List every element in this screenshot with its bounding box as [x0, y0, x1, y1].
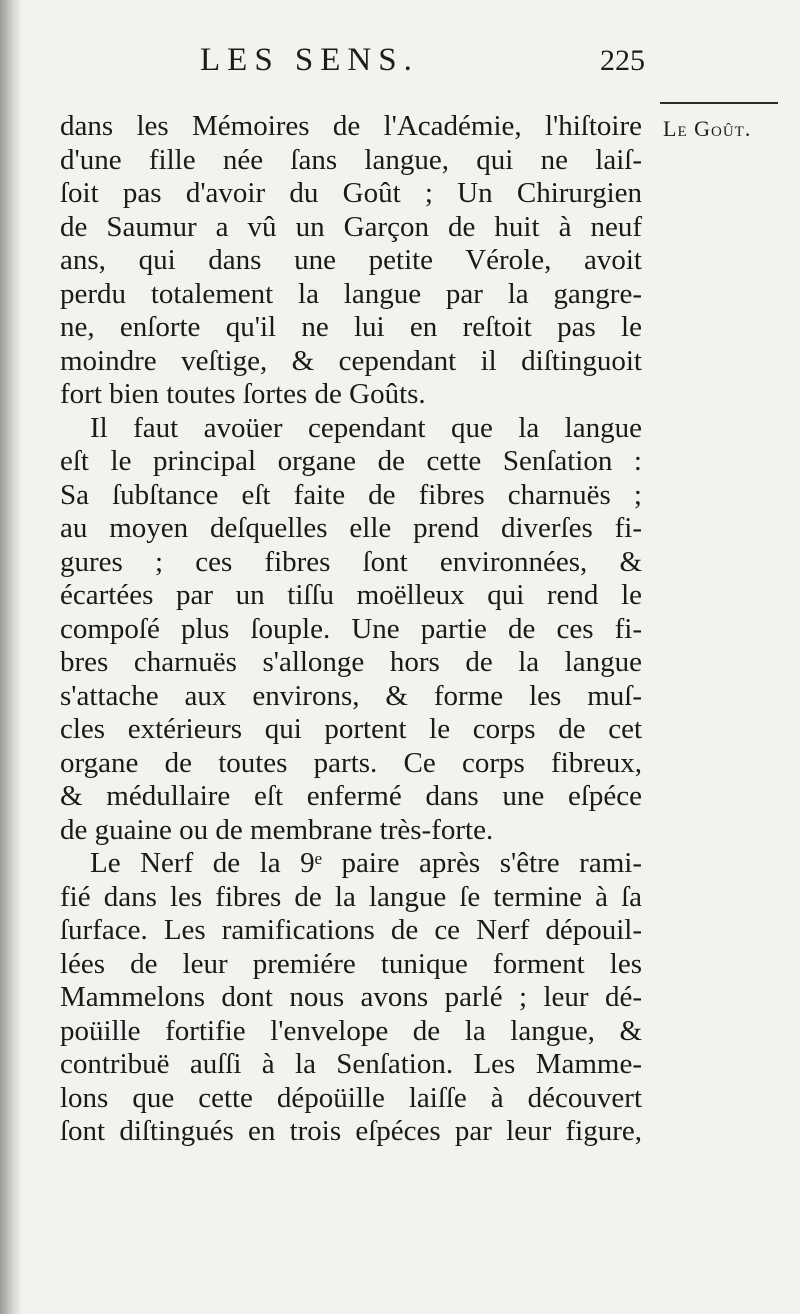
- text-line: eſt le principal organe de cette Senſation :: [60, 445, 642, 477]
- text-line: lons que cette dépoüille laiſſe à découvert: [60, 1081, 642, 1114]
- body-text: [60, 110, 642, 1149]
- text-line: organe de toutes parts. Ce corps fibreux,: [60, 746, 642, 779]
- text-line: Il faut avoüer cependant que la langue: [90, 411, 642, 444]
- text-line: Sa ſubſtance eſt faite de fibres charnuës ;: [60, 478, 642, 511]
- text-line: Le Nerf de la 9ᵉ paire après s'être rami-: [90, 847, 642, 879]
- running-title: LES SENS.: [200, 42, 419, 78]
- text-line: ans, qui dans une petite Vérole, avoit: [60, 244, 642, 276]
- text-line: de guaine ou de membrane très-forte.: [60, 813, 494, 846]
- text-line: poüille fortifie l'envelope de la langue, &: [60, 1014, 642, 1047]
- text-line: lées de leur premiére tunique forment les: [60, 947, 642, 980]
- margin-note: Le Goût.: [663, 116, 752, 141]
- text-line: fort bien toutes ſortes de Goûts.: [60, 378, 426, 410]
- text-line: compoſé plus ſouple. Une partie de ces fi-: [60, 612, 642, 645]
- margin-rule: [660, 102, 778, 104]
- text-line: bres charnuës s'allonge hors de la langue: [60, 646, 642, 678]
- text-line: de Saumur a vû un Garçon de huit à neuf: [60, 210, 642, 243]
- text-line: & médullaire eſt enfermé dans une eſpéce: [60, 780, 642, 812]
- text-line: ſurface. Les ramifications de ce Nerf dépouil-: [60, 914, 642, 946]
- text-line: d'une fille née ſans langue, qui ne laiſ-: [60, 143, 642, 176]
- text-line: fié dans les fibres de la langue ſe termine à ſa: [60, 880, 642, 913]
- text-line: au moyen deſquelles elle prend diverſes fi-: [60, 512, 642, 544]
- text-line: gures ; ces fibres ſont environnées, &: [60, 545, 642, 578]
- text-line: ſoit pas d'avoir du Goût ; Un Chirurgien: [60, 177, 642, 209]
- text-line: cles extérieurs qui portent le corps de cet: [60, 713, 642, 745]
- text-line: contribuë auſſi à la Senſation. Les Mamme-: [60, 1048, 642, 1080]
- text-line: dans les Mémoires de l'Académie, l'hiſtoire: [60, 110, 642, 142]
- page-header: [60, 40, 645, 80]
- text-line: ne, enſorte qu'il ne lui en reſtoit pas le: [60, 311, 642, 343]
- text-line: écartées par un tiſſu moëlleux qui rend le: [60, 579, 642, 611]
- text-line: moindre veſtige, & cependant il diſtinguoit: [60, 344, 642, 377]
- text-line: Mammelons dont nous avons parlé ; leur dé-: [60, 981, 642, 1013]
- text-line: s'attache aux environs, & forme les muſ-: [60, 679, 642, 712]
- page-binding-shadow: [0, 0, 22, 1314]
- text-line: perdu totalement la langue par la gangre-: [60, 277, 642, 310]
- text-line: ſont diſtingués en trois eſpéces par leur figure,: [60, 1115, 642, 1147]
- page-number: 225: [600, 44, 645, 77]
